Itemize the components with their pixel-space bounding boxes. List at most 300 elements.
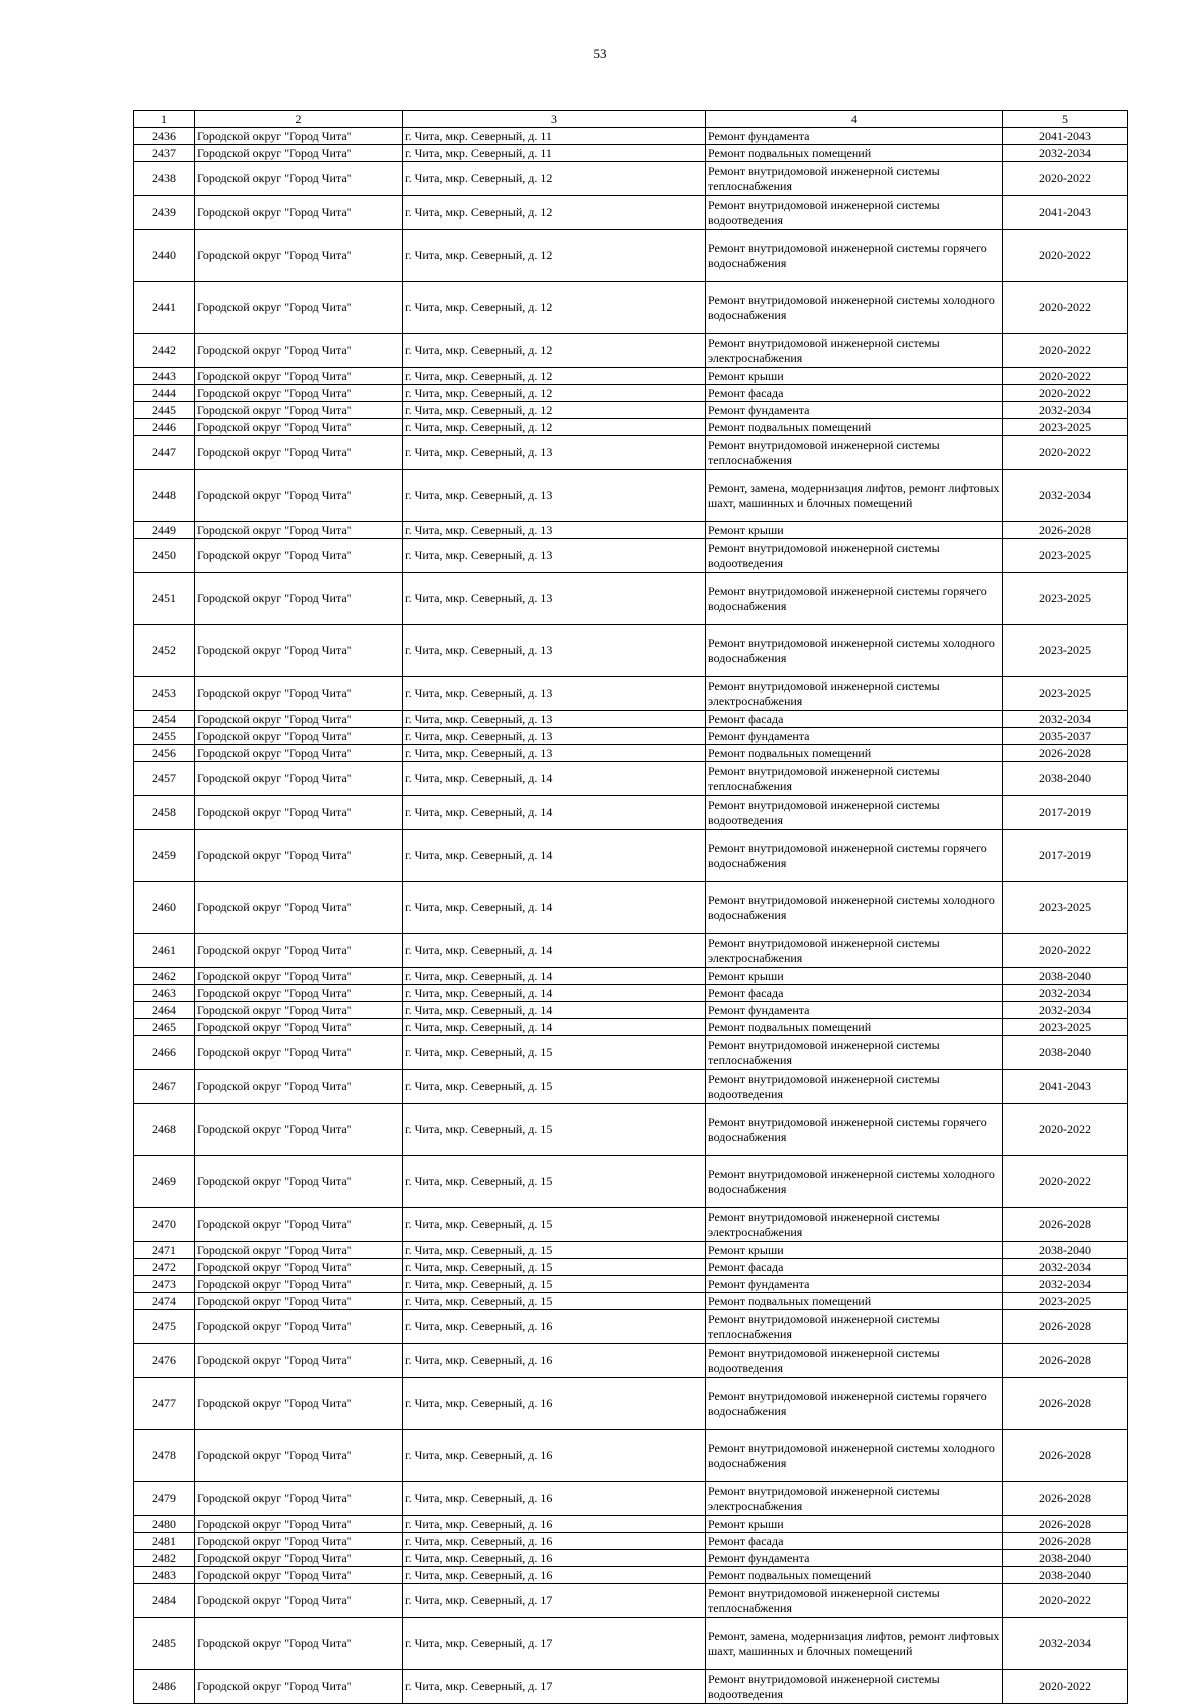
row-number: 2447 <box>134 436 195 470</box>
period-cell: 2020-2022 <box>1003 1670 1128 1704</box>
period-cell: 2023-2025 <box>1003 882 1128 934</box>
row-number: 2475 <box>134 1310 195 1344</box>
period-cell: 2020-2022 <box>1003 436 1128 470</box>
municipality-cell: Городской округ "Город Чита" <box>195 1567 403 1584</box>
work-type-cell: Ремонт внутридомовой инженерной системы теплоснабжения <box>706 1584 1003 1618</box>
table-body <box>134 128 1128 1704</box>
address-cell: г. Чита, мкр. Северный, д. 13 <box>403 625 706 677</box>
table-row <box>134 762 1128 796</box>
municipality-cell: Городской округ "Город Чита" <box>195 1293 403 1310</box>
work-type-cell: Ремонт фундамента <box>706 728 1003 745</box>
table-row <box>134 625 1128 677</box>
address-cell: г. Чита, мкр. Северный, д. 15 <box>403 1208 706 1242</box>
page-number: 53 <box>593 46 607 61</box>
table-row <box>134 830 1128 882</box>
period-cell: 2026-2028 <box>1003 1430 1128 1482</box>
municipality-cell: Городской округ "Город Чита" <box>195 385 403 402</box>
row-number: 2485 <box>134 1618 195 1670</box>
work-type-cell: Ремонт внутридомовой инженерной системы водоотведения <box>706 196 1003 230</box>
period-cell: 2038-2040 <box>1003 1242 1128 1259</box>
address-cell: г. Чита, мкр. Северный, д. 15 <box>403 1036 706 1070</box>
period-cell: 2026-2028 <box>1003 1378 1128 1430</box>
table-row <box>134 1036 1128 1070</box>
municipality-cell: Городской округ "Город Чита" <box>195 1208 403 1242</box>
work-type-cell: Ремонт внутридомовой инженерной системы водоотведения <box>706 796 1003 830</box>
table-row <box>134 882 1128 934</box>
address-cell: г. Чита, мкр. Северный, д. 12 <box>403 419 706 436</box>
address-cell: г. Чита, мкр. Северный, д. 13 <box>403 573 706 625</box>
row-number: 2472 <box>134 1259 195 1276</box>
row-number: 2469 <box>134 1156 195 1208</box>
work-type-cell: Ремонт фундамента <box>706 402 1003 419</box>
work-type-cell: Ремонт фундамента <box>706 1276 1003 1293</box>
period-cell: 2041-2043 <box>1003 128 1128 145</box>
work-type-cell: Ремонт внутридомовой инженерной системы электроснабжения <box>706 934 1003 968</box>
municipality-cell: Городской округ "Город Чита" <box>195 145 403 162</box>
municipality-cell: Городской округ "Город Чита" <box>195 728 403 745</box>
address-cell: г. Чита, мкр. Северный, д. 13 <box>403 728 706 745</box>
table-row <box>134 1344 1128 1378</box>
municipality-cell: Городской округ "Город Чита" <box>195 1550 403 1567</box>
address-cell: г. Чита, мкр. Северный, д. 14 <box>403 934 706 968</box>
table-row <box>134 1156 1128 1208</box>
period-cell: 2023-2025 <box>1003 677 1128 711</box>
period-cell: 2023-2025 <box>1003 419 1128 436</box>
municipality-cell: Городской округ "Город Чита" <box>195 1516 403 1533</box>
address-cell: г. Чита, мкр. Северный, д. 13 <box>403 522 706 539</box>
table-row <box>134 1019 1128 1036</box>
work-type-cell: Ремонт фасада <box>706 1533 1003 1550</box>
address-cell: г. Чита, мкр. Северный, д. 14 <box>403 1019 706 1036</box>
row-number: 2436 <box>134 128 195 145</box>
address-cell: г. Чита, мкр. Северный, д. 14 <box>403 985 706 1002</box>
address-cell: г. Чита, мкр. Северный, д. 12 <box>403 385 706 402</box>
period-cell: 2026-2028 <box>1003 1344 1128 1378</box>
row-number: 2453 <box>134 677 195 711</box>
municipality-cell: Городской округ "Город Чита" <box>195 162 403 196</box>
address-cell: г. Чита, мкр. Северный, д. 16 <box>403 1533 706 1550</box>
address-cell: г. Чита, мкр. Северный, д. 15 <box>403 1293 706 1310</box>
table-row <box>134 1208 1128 1242</box>
table-row <box>134 796 1128 830</box>
municipality-cell: Городской округ "Город Чита" <box>195 1002 403 1019</box>
municipality-cell: Городской округ "Город Чита" <box>195 1019 403 1036</box>
table-row <box>134 539 1128 573</box>
work-type-cell: Ремонт внутридомовой инженерной системы холодного водоснабжения <box>706 882 1003 934</box>
work-type-cell: Ремонт внутридомовой инженерной системы теплоснабжения <box>706 436 1003 470</box>
address-cell: г. Чита, мкр. Северный, д. 14 <box>403 882 706 934</box>
table-row <box>134 1670 1128 1704</box>
row-number: 2473 <box>134 1276 195 1293</box>
address-cell: г. Чита, мкр. Северный, д. 16 <box>403 1567 706 1584</box>
address-cell: г. Чита, мкр. Северный, д. 16 <box>403 1516 706 1533</box>
table-row <box>134 934 1128 968</box>
municipality-cell: Городской округ "Город Чита" <box>195 334 403 368</box>
period-cell: 2023-2025 <box>1003 1293 1128 1310</box>
municipality-cell: Городской округ "Город Чита" <box>195 882 403 934</box>
address-cell: г. Чита, мкр. Северный, д. 15 <box>403 1070 706 1104</box>
address-cell: г. Чита, мкр. Северный, д. 17 <box>403 1618 706 1670</box>
municipality-cell: Городской округ "Город Чита" <box>195 196 403 230</box>
work-type-cell: Ремонт внутридомовой инженерной системы горячего водоснабжения <box>706 830 1003 882</box>
work-type-cell: Ремонт внутридомовой инженерной системы теплоснабжения <box>706 1036 1003 1070</box>
work-type-cell: Ремонт крыши <box>706 968 1003 985</box>
period-cell: 2020-2022 <box>1003 162 1128 196</box>
table-row <box>134 402 1128 419</box>
work-type-cell: Ремонт внутридомовой инженерной системы теплоснабжения <box>706 1310 1003 1344</box>
municipality-cell: Городской округ "Город Чита" <box>195 1310 403 1344</box>
table-row <box>134 436 1128 470</box>
address-cell: г. Чита, мкр. Северный, д. 13 <box>403 677 706 711</box>
work-type-cell: Ремонт внутридомовой инженерной системы горячего водоснабжения <box>706 573 1003 625</box>
row-number: 2446 <box>134 419 195 436</box>
work-type-cell: Ремонт фасада <box>706 385 1003 402</box>
row-number: 2439 <box>134 196 195 230</box>
address-cell: г. Чита, мкр. Северный, д. 16 <box>403 1378 706 1430</box>
row-number: 2441 <box>134 282 195 334</box>
work-type-cell: Ремонт, замена, модернизация лифтов, ремонт лифтовых шахт, машинных и блочных помещений <box>706 470 1003 522</box>
address-cell: г. Чита, мкр. Северный, д. 17 <box>403 1670 706 1704</box>
period-cell: 2020-2022 <box>1003 334 1128 368</box>
municipality-cell: Городской округ "Город Чита" <box>195 934 403 968</box>
municipality-cell: Городской округ "Город Чита" <box>195 985 403 1002</box>
municipality-cell: Городской округ "Город Чита" <box>195 677 403 711</box>
period-cell: 2026-2028 <box>1003 522 1128 539</box>
address-cell: г. Чита, мкр. Северный, д. 12 <box>403 402 706 419</box>
column-header: 3 <box>403 111 706 128</box>
work-type-cell: Ремонт внутридомовой инженерной системы холодного водоснабжения <box>706 1156 1003 1208</box>
row-number: 2445 <box>134 402 195 419</box>
table-row <box>134 1242 1128 1259</box>
period-cell: 2026-2028 <box>1003 1482 1128 1516</box>
municipality-cell: Городской округ "Город Чита" <box>195 968 403 985</box>
municipality-cell: Городской округ "Город Чита" <box>195 230 403 282</box>
row-number: 2466 <box>134 1036 195 1070</box>
row-number: 2461 <box>134 934 195 968</box>
work-type-cell: Ремонт внутридомовой инженерной системы электроснабжения <box>706 1482 1003 1516</box>
address-cell: г. Чита, мкр. Северный, д. 13 <box>403 470 706 522</box>
period-cell: 2020-2022 <box>1003 1104 1128 1156</box>
table-row <box>134 968 1128 985</box>
row-number: 2455 <box>134 728 195 745</box>
address-cell: г. Чита, мкр. Северный, д. 14 <box>403 830 706 882</box>
period-cell: 2026-2028 <box>1003 1533 1128 1550</box>
work-type-cell: Ремонт внутридомовой инженерной системы холодного водоснабжения <box>706 282 1003 334</box>
table-row <box>134 1293 1128 1310</box>
row-number: 2468 <box>134 1104 195 1156</box>
address-cell: г. Чита, мкр. Северный, д. 13 <box>403 745 706 762</box>
address-cell: г. Чита, мкр. Северный, д. 14 <box>403 796 706 830</box>
period-cell: 2020-2022 <box>1003 385 1128 402</box>
table-row <box>134 1002 1128 1019</box>
row-number: 2463 <box>134 985 195 1002</box>
municipality-cell: Городской округ "Город Чита" <box>195 762 403 796</box>
work-type-cell: Ремонт крыши <box>706 1242 1003 1259</box>
address-cell: г. Чита, мкр. Северный, д. 12 <box>403 230 706 282</box>
column-header: 2 <box>195 111 403 128</box>
column-header: 4 <box>706 111 1003 128</box>
period-cell: 2032-2034 <box>1003 985 1128 1002</box>
municipality-cell: Городской округ "Город Чита" <box>195 1670 403 1704</box>
row-number: 2483 <box>134 1567 195 1584</box>
row-number: 2459 <box>134 830 195 882</box>
address-cell: г. Чита, мкр. Северный, д. 15 <box>403 1242 706 1259</box>
municipality-cell: Городской округ "Город Чита" <box>195 711 403 728</box>
work-type-cell: Ремонт внутридомовой инженерной системы холодного водоснабжения <box>706 625 1003 677</box>
work-type-cell: Ремонт внутридомовой инженерной системы водоотведения <box>706 539 1003 573</box>
municipality-cell: Городской округ "Город Чита" <box>195 1482 403 1516</box>
column-header: 1 <box>134 111 195 128</box>
table-row <box>134 385 1128 402</box>
address-cell: г. Чита, мкр. Северный, д. 16 <box>403 1482 706 1516</box>
work-type-cell: Ремонт внутридомовой инженерной системы холодного водоснабжения <box>706 1430 1003 1482</box>
address-cell: г. Чита, мкр. Северный, д. 13 <box>403 539 706 573</box>
municipality-cell: Городской округ "Город Чита" <box>195 522 403 539</box>
row-number: 2442 <box>134 334 195 368</box>
period-cell: 2026-2028 <box>1003 1310 1128 1344</box>
period-cell: 2032-2034 <box>1003 145 1128 162</box>
municipality-cell: Городской округ "Город Чита" <box>195 1036 403 1070</box>
municipality-cell: Городской округ "Город Чита" <box>195 1618 403 1670</box>
row-number: 2438 <box>134 162 195 196</box>
period-cell: 2032-2034 <box>1003 711 1128 728</box>
municipality-cell: Городской округ "Город Чита" <box>195 1070 403 1104</box>
work-type-cell: Ремонт фасада <box>706 711 1003 728</box>
period-cell: 2032-2034 <box>1003 1276 1128 1293</box>
table-row <box>134 1430 1128 1482</box>
table-row <box>134 1276 1128 1293</box>
table-row <box>134 522 1128 539</box>
municipality-cell: Городской округ "Город Чита" <box>195 573 403 625</box>
work-type-cell: Ремонт внутридомовой инженерной системы водоотведения <box>706 1670 1003 1704</box>
work-type-cell: Ремонт крыши <box>706 368 1003 385</box>
work-type-cell: Ремонт внутридомовой инженерной системы горячего водоснабжения <box>706 230 1003 282</box>
address-cell: г. Чита, мкр. Северный, д. 14 <box>403 968 706 985</box>
row-number: 2478 <box>134 1430 195 1482</box>
table-row <box>134 1584 1128 1618</box>
table-row <box>134 985 1128 1002</box>
period-cell: 2041-2043 <box>1003 1070 1128 1104</box>
address-cell: г. Чита, мкр. Северный, д. 16 <box>403 1550 706 1567</box>
table-row <box>134 1104 1128 1156</box>
row-number: 2477 <box>134 1378 195 1430</box>
work-type-cell: Ремонт, замена, модернизация лифтов, ремонт лифтовых шахт, машинных и блочных помещений <box>706 1618 1003 1670</box>
period-cell: 2023-2025 <box>1003 539 1128 573</box>
work-type-cell: Ремонт подвальных помещений <box>706 145 1003 162</box>
row-number: 2460 <box>134 882 195 934</box>
row-number: 2450 <box>134 539 195 573</box>
work-type-cell: Ремонт фундамента <box>706 128 1003 145</box>
row-number: 2482 <box>134 1550 195 1567</box>
period-cell: 2026-2028 <box>1003 745 1128 762</box>
period-cell: 2035-2037 <box>1003 728 1128 745</box>
municipality-cell: Городской округ "Город Чита" <box>195 368 403 385</box>
address-cell: г. Чита, мкр. Северный, д. 11 <box>403 128 706 145</box>
municipality-cell: Городской округ "Город Чита" <box>195 282 403 334</box>
row-number: 2456 <box>134 745 195 762</box>
address-cell: г. Чита, мкр. Северный, д. 15 <box>403 1259 706 1276</box>
work-type-cell: Ремонт подвальных помещений <box>706 1567 1003 1584</box>
period-cell: 2032-2034 <box>1003 1002 1128 1019</box>
row-number: 2479 <box>134 1482 195 1516</box>
municipality-cell: Городской округ "Город Чита" <box>195 1584 403 1618</box>
municipality-cell: Городской округ "Город Чита" <box>195 1533 403 1550</box>
table-row <box>134 196 1128 230</box>
period-cell: 2038-2040 <box>1003 762 1128 796</box>
address-cell: г. Чита, мкр. Северный, д. 14 <box>403 762 706 796</box>
address-cell: г. Чита, мкр. Северный, д. 15 <box>403 1156 706 1208</box>
municipality-cell: Городской округ "Город Чита" <box>195 1276 403 1293</box>
work-type-cell: Ремонт фундамента <box>706 1002 1003 1019</box>
table-row <box>134 334 1128 368</box>
work-type-cell: Ремонт крыши <box>706 1516 1003 1533</box>
row-number: 2443 <box>134 368 195 385</box>
address-cell: г. Чита, мкр. Северный, д. 16 <box>403 1344 706 1378</box>
address-cell: г. Чита, мкр. Северный, д. 16 <box>403 1430 706 1482</box>
municipality-cell: Городской округ "Город Чита" <box>195 419 403 436</box>
row-number: 2465 <box>134 1019 195 1036</box>
period-cell: 2041-2043 <box>1003 196 1128 230</box>
row-number: 2454 <box>134 711 195 728</box>
table-row <box>134 1378 1128 1430</box>
work-type-cell: Ремонт внутридомовой инженерной системы электроснабжения <box>706 677 1003 711</box>
municipality-cell: Городской округ "Город Чита" <box>195 1242 403 1259</box>
period-cell: 2020-2022 <box>1003 230 1128 282</box>
table-row <box>134 1618 1128 1670</box>
table-row <box>134 1310 1128 1344</box>
row-number: 2437 <box>134 145 195 162</box>
row-number: 2471 <box>134 1242 195 1259</box>
municipality-cell: Городской округ "Город Чита" <box>195 539 403 573</box>
table-row <box>134 1533 1128 1550</box>
address-cell: г. Чита, мкр. Северный, д. 12 <box>403 334 706 368</box>
work-type-cell: Ремонт фундамента <box>706 1550 1003 1567</box>
address-cell: г. Чита, мкр. Северный, д. 11 <box>403 145 706 162</box>
work-type-cell: Ремонт фасада <box>706 1259 1003 1276</box>
row-number: 2444 <box>134 385 195 402</box>
table-row <box>134 419 1128 436</box>
address-cell: г. Чита, мкр. Северный, д. 15 <box>403 1104 706 1156</box>
work-type-cell: Ремонт внутридомовой инженерной системы электроснабжения <box>706 334 1003 368</box>
period-cell: 2020-2022 <box>1003 368 1128 385</box>
table-row <box>134 230 1128 282</box>
row-number: 2470 <box>134 1208 195 1242</box>
period-cell: 2026-2028 <box>1003 1516 1128 1533</box>
municipality-cell: Городской округ "Город Чита" <box>195 625 403 677</box>
table-row <box>134 1070 1128 1104</box>
address-cell: г. Чита, мкр. Северный, д. 12 <box>403 282 706 334</box>
address-cell: г. Чита, мкр. Северный, д. 13 <box>403 436 706 470</box>
row-number: 2462 <box>134 968 195 985</box>
table-header-row <box>134 111 1128 128</box>
period-cell: 2038-2040 <box>1003 1567 1128 1584</box>
row-number: 2440 <box>134 230 195 282</box>
period-cell: 2023-2025 <box>1003 1019 1128 1036</box>
municipality-cell: Городской округ "Город Чита" <box>195 1378 403 1430</box>
period-cell: 2020-2022 <box>1003 282 1128 334</box>
period-cell: 2020-2022 <box>1003 1156 1128 1208</box>
work-type-cell: Ремонт фасада <box>706 985 1003 1002</box>
work-type-cell: Ремонт внутридомовой инженерной системы водоотведения <box>706 1344 1003 1378</box>
period-cell: 2032-2034 <box>1003 1618 1128 1670</box>
row-number: 2458 <box>134 796 195 830</box>
row-number: 2448 <box>134 470 195 522</box>
period-cell: 2023-2025 <box>1003 573 1128 625</box>
address-cell: г. Чита, мкр. Северный, д. 16 <box>403 1310 706 1344</box>
municipality-cell: Городской округ "Город Чита" <box>195 1259 403 1276</box>
address-cell: г. Чита, мкр. Северный, д. 12 <box>403 162 706 196</box>
municipality-cell: Городской округ "Город Чита" <box>195 745 403 762</box>
row-number: 2484 <box>134 1584 195 1618</box>
work-type-cell: Ремонт внутридомовой инженерной системы теплоснабжения <box>706 162 1003 196</box>
address-cell: г. Чита, мкр. Северный, д. 17 <box>403 1584 706 1618</box>
row-number: 2457 <box>134 762 195 796</box>
table-row <box>134 1567 1128 1584</box>
work-type-cell: Ремонт внутридомовой инженерной системы электроснабжения <box>706 1208 1003 1242</box>
work-type-cell: Ремонт внутридомовой инженерной системы водоотведения <box>706 1070 1003 1104</box>
municipality-cell: Городской округ "Город Чита" <box>195 1156 403 1208</box>
municipality-cell: Городской округ "Город Чита" <box>195 1430 403 1482</box>
municipality-cell: Городской округ "Город Чита" <box>195 796 403 830</box>
work-type-cell: Ремонт крыши <box>706 522 1003 539</box>
table-row <box>134 470 1128 522</box>
period-cell: 2038-2040 <box>1003 1036 1128 1070</box>
row-number: 2486 <box>134 1670 195 1704</box>
work-type-cell: Ремонт внутридомовой инженерной системы теплоснабжения <box>706 762 1003 796</box>
row-number: 2474 <box>134 1293 195 1310</box>
capital-repair-table <box>133 110 1128 1704</box>
municipality-cell: Городской округ "Город Чита" <box>195 470 403 522</box>
address-cell: г. Чита, мкр. Северный, д. 15 <box>403 1276 706 1293</box>
row-number: 2476 <box>134 1344 195 1378</box>
work-type-cell: Ремонт внутридомовой инженерной системы горячего водоснабжения <box>706 1378 1003 1430</box>
period-cell: 2032-2034 <box>1003 1259 1128 1276</box>
table-row <box>134 745 1128 762</box>
table-row <box>134 282 1128 334</box>
municipality-cell: Городской округ "Город Чита" <box>195 436 403 470</box>
period-cell: 2017-2019 <box>1003 796 1128 830</box>
table-row <box>134 573 1128 625</box>
table-row <box>134 1550 1128 1567</box>
period-cell: 2032-2034 <box>1003 402 1128 419</box>
column-header: 5 <box>1003 111 1128 128</box>
table-row <box>134 368 1128 385</box>
period-cell: 2020-2022 <box>1003 1584 1128 1618</box>
row-number: 2481 <box>134 1533 195 1550</box>
work-type-cell: Ремонт подвальных помещений <box>706 745 1003 762</box>
municipality-cell: Городской округ "Город Чита" <box>195 830 403 882</box>
row-number: 2480 <box>134 1516 195 1533</box>
row-number: 2464 <box>134 1002 195 1019</box>
table-row <box>134 711 1128 728</box>
row-number: 2467 <box>134 1070 195 1104</box>
period-cell: 2038-2040 <box>1003 968 1128 985</box>
work-type-cell: Ремонт подвальных помещений <box>706 1293 1003 1310</box>
row-number: 2452 <box>134 625 195 677</box>
table-row <box>134 1516 1128 1533</box>
municipality-cell: Городской округ "Город Чита" <box>195 402 403 419</box>
table-row <box>134 145 1128 162</box>
municipality-cell: Городской округ "Город Чита" <box>195 1104 403 1156</box>
table-row <box>134 728 1128 745</box>
period-cell: 2017-2019 <box>1003 830 1128 882</box>
table-row <box>134 1482 1128 1516</box>
row-number: 2449 <box>134 522 195 539</box>
table-row <box>134 677 1128 711</box>
period-cell: 2023-2025 <box>1003 625 1128 677</box>
period-cell: 2038-2040 <box>1003 1550 1128 1567</box>
table-row <box>134 1259 1128 1276</box>
